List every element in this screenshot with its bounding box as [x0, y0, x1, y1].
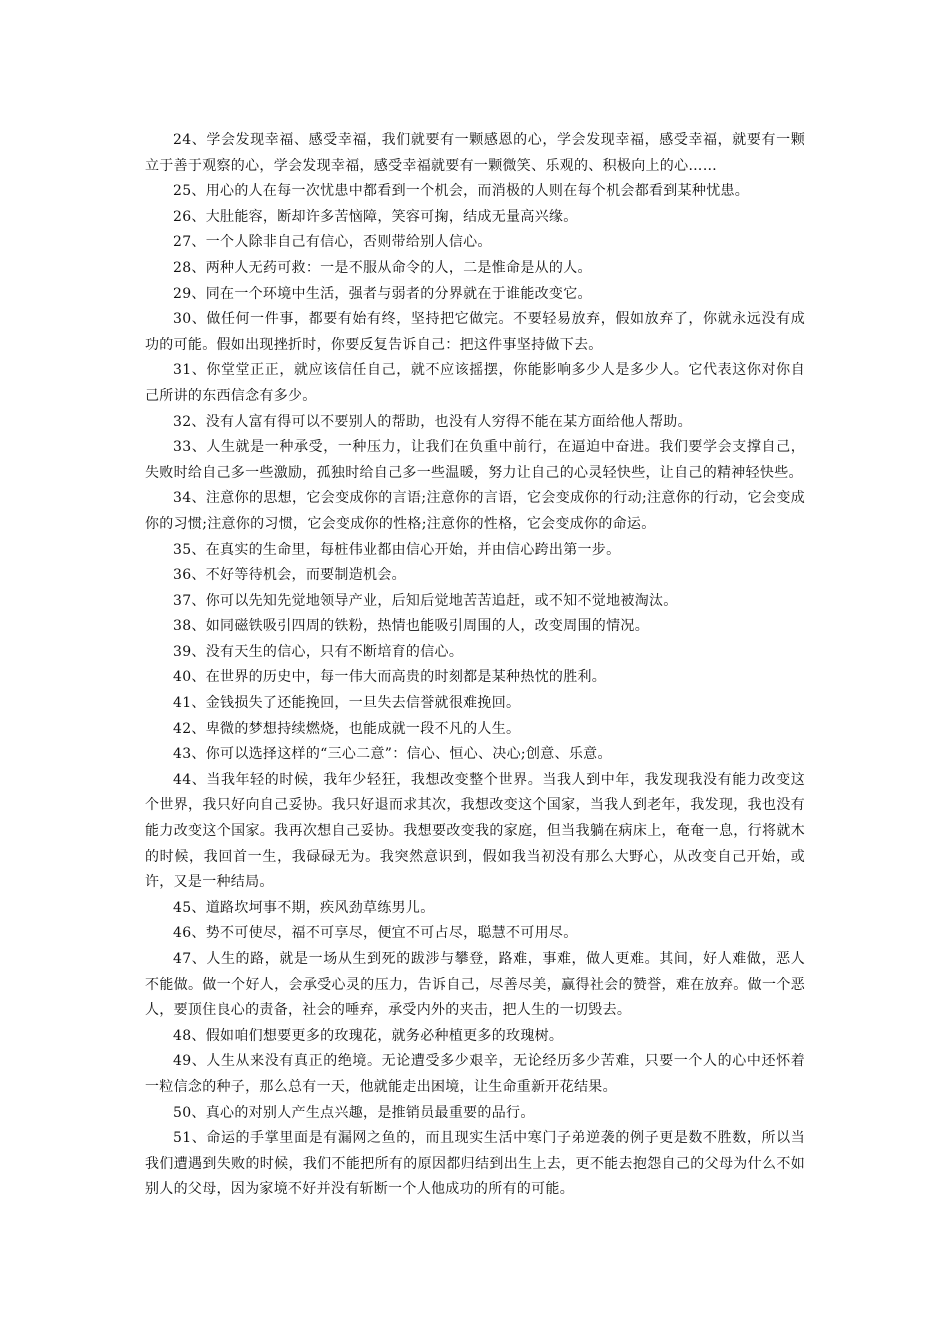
paragraph-36: 36、不好等待机会，而要制造机会。: [173, 567, 406, 584]
paragraph-45: 45、道路坎坷事不期，疾风劲草练男儿。: [173, 899, 435, 916]
paragraph-41: 41、金钱损失了还能挽回，一旦失去信誉就很难挽回。: [173, 695, 521, 712]
paragraph-28: 28、两种人无药可救：一是不服从命令的人，二是惟命是从的人。: [173, 259, 592, 276]
paragraph-27: 27、一个人除非自己有信心，否则带给别人信心。: [173, 234, 492, 251]
paragraph-43: 43、你可以选择这样的“三心二意”：信心、恒心、决心;创意、乐意。: [173, 746, 612, 763]
paragraph-30: 30、做任何一件事，都要有始有终，坚持把它做完。不要轻易放弃，假如放弃了，你就永远没有成功的可能。假如出现挫折时，你要反复告诉自己：把这件事坚持做下去。: [145, 311, 805, 353]
paragraph-39: 39、没有天生的信心，只有不断培育的信心。: [173, 643, 464, 660]
paragraph-38: 38、如同磁铁吸引四周的铁粉，热情也能吸引周围的人，改变周围的情况。: [173, 618, 650, 635]
paragraph-33: 33、人生就是一种承受，一种压力，让我们在负重中前行，在逼迫中奋进。我们要学会支撑自己，失败时给自己多一些激励，孤独时给自己多一些温暖，努力让自己的心灵轻快些，让自己的精神轻快些。: [145, 439, 805, 481]
paragraph-29: 29、同在一个环境中生活，强者与弱者的分界就在于谁能改变它。: [173, 285, 592, 302]
paragraph-35: 35、在真实的生命里，每桩伟业都由信心开始，并由信心跨出第一步。: [173, 541, 621, 558]
document-page: [145, 128, 805, 1203]
paragraph-42: 42、卑微的梦想持续燃烧，也能成就一段不凡的人生。: [173, 720, 521, 737]
paragraph-46: 46、势不可使尽，福不可享尽，便宜不可占尽，聪慧不可用尽。: [173, 925, 578, 942]
paragraph-50: 50、真心的对别人产生点兴趣，是推销员最重要的品行。: [173, 1104, 535, 1121]
paragraph-51: 51、命运的手掌里面是有漏网之鱼的，而且现实生活中寒门子弟逆袭的例子更是数不胜数，所以当我们遭遇到失败的时候，我们不能把所有的原因都归结到出生上去，更不能去抱怨自己的父母为什么不如别人的父母，因为家境不好并没有斩断一个人他成功的所有的可能。: [145, 1130, 805, 1198]
paragraph-40: 40、在世界的历史中，每一伟大而高贵的时刻都是某种热忱的胜利。: [173, 669, 607, 686]
paragraph-34: 34、注意你的思想，它会变成你的言语;注意你的言语，它会变成你的行动;注意你的行动，它会变成你的习惯;注意你的习惯，它会变成你的性格;注意你的性格，它会变成你的命运。: [145, 490, 805, 532]
paragraph-31: 31、你堂堂正正，就应该信任自己，就不应该摇摆，你能影响多少人是多少人。它代表这你对你自己所讲的东西信念有多少。: [145, 362, 805, 404]
paragraph-32: 32、没有人富有得可以不要别人的帮助，也没有人穷得不能在某方面给他人帮助。: [173, 413, 692, 430]
paragraph-44: 44、当我年轻的时候，我年少轻狂，我想改变整个世界。当我人到中年，我发现我没有能力改变这个世界，我只好向自己妥协。我只好退而求其次，我想改变这个国家，当我人到老年，我发现，我也没有能力改变这个国家。我再次想自己妥协。我想要改变我的家庭，但当我躺在病床上，奄奄一息，行将就木的时候，我回首一生，我碌碌无为。我突然意识到，假如我当初没有那么大野心，从改变自己开始，或许，又是一种结局。: [145, 771, 805, 891]
paragraph-49: 49、人生从来没有真正的绝境。无论遭受多少艰辛，无论经历多少苦难，只要一个人的心中还怀着一粒信念的种子，那么总有一天，他就能走出困境，让生命重新开花结果。: [145, 1053, 805, 1095]
paragraph-26: 26、大肚能容，断却许多苦恼障，笑容可掬，结成无量高兴缘。: [173, 208, 578, 225]
paragraph-25: 25、用心的人在每一次忧患中都看到一个机会，而消极的人则在每个机会都看到某种忧患。: [173, 183, 750, 200]
paragraph-24: 24、学会发现幸福、感受幸福，我们就要有一颗感恩的心，学会发现幸福，感受幸福，就要有一颗立于善于观察的心，学会发现幸福，感受幸福就要有一颗微笑、乐观的、积极向上的心……: [145, 132, 805, 174]
paragraph-47: 47、人生的路，就是一场从生到死的跋涉与攀登，路难，事难，做人更难。其间，好人难做，恶人不能做。做一个好人，会承受心灵的压力，告诉自己，尽善尽美，赢得社会的赞誉，难在放弃。做一个恶人，要顶住良心的责备，社会的唾弃，承受内外的夹击，把人生的一切毁去。: [145, 951, 805, 1019]
paragraph-37: 37、你可以先知先觉地领导产业，后知后觉地苦苦追赶，或不知不觉地被淘汰。: [173, 592, 678, 609]
paragraph-48: 48、假如咱们想要更多的玫瑰花，就务必种植更多的玫瑰树。: [173, 1027, 564, 1044]
